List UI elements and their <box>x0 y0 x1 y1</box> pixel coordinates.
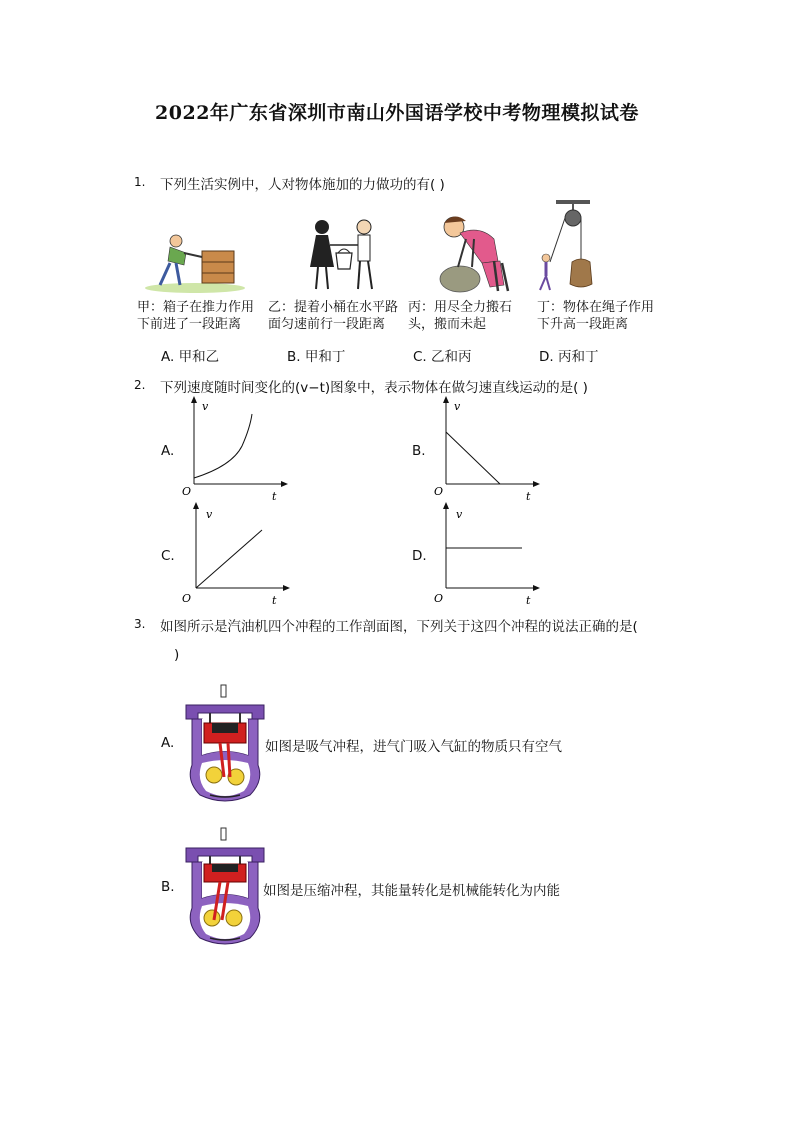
graph-c-x-label: t <box>272 594 277 607</box>
q3-option-b-text[interactable]: 如图是压缩冲程，其能量转化是机械能转化为内能 <box>263 883 560 899</box>
caption-ding-line1: 丁：物体在绳子作用 <box>537 300 655 315</box>
q1-number: 1. <box>134 175 146 189</box>
q1-option-a[interactable]: A. 甲和乙 <box>161 349 220 365</box>
illustration-push-box <box>140 215 260 295</box>
q3-option-a-label[interactable]: A. <box>161 735 175 751</box>
q2-option-d-label[interactable]: D. <box>412 548 427 564</box>
graph-c-line <box>196 530 262 588</box>
q3-option-a-text[interactable]: 如图是吸气冲程，进气门吸入气缸的物质只有空气 <box>265 739 562 755</box>
graph-b[interactable] <box>432 396 542 504</box>
illustration-carry-bucket <box>292 215 392 295</box>
q1-option-b[interactable]: B. 甲和丁 <box>287 349 346 365</box>
caption-jia-line1: 甲：箱子在推力作用 <box>137 300 255 315</box>
illustration-lift-stone <box>420 205 520 295</box>
graph-a-curve <box>194 414 252 478</box>
caption-bing-line1: 丙：用尽全力搬石 <box>408 300 513 315</box>
engine-diagram-b <box>180 826 270 948</box>
q1-text: 下列生活实例中，人对物体施加的力做功的有( ) <box>160 177 445 193</box>
caption-yi-line2: 面匀速前行一段距离 <box>268 317 386 332</box>
caption-yi <box>268 299 398 333</box>
q2-option-a-label[interactable]: A. <box>161 443 175 459</box>
caption-ding-line2: 下升高一段距离 <box>537 317 629 332</box>
graph-b-origin: O <box>434 485 444 498</box>
q3-text-cont: ) <box>174 647 180 663</box>
graph-a-x-label: t <box>272 490 277 503</box>
caption-jia-line2: 下前进了一段距离 <box>137 317 242 332</box>
q2-number: 2. <box>134 378 146 392</box>
q2-text: 下列速度随时间变化的(v−t)图象中，表示物体在做匀速直线运动的是( ) <box>160 380 588 396</box>
q1-option-c[interactable]: C. 乙和丙 <box>413 349 472 365</box>
caption-bing <box>408 299 512 333</box>
graph-b-y-label: v <box>454 400 461 413</box>
page-title: 2022年广东省深圳市南山外国语学校中考物理模拟试卷 <box>155 102 639 124</box>
graph-d-origin: O <box>434 592 444 605</box>
graph-c[interactable] <box>182 502 292 610</box>
graph-a-y-label: v <box>202 400 209 413</box>
graph-d-x-label: t <box>526 594 531 607</box>
graph-c-origin: O <box>182 592 192 605</box>
q2-option-c-label[interactable]: C. <box>161 548 175 564</box>
q2-option-b-label[interactable]: B. <box>412 443 426 459</box>
caption-bing-line2: 头，搬而未起 <box>408 317 487 332</box>
graph-d[interactable] <box>432 502 542 610</box>
caption-jia <box>137 299 254 333</box>
caption-yi-line1: 乙：提着小桶在水平路 <box>268 300 399 315</box>
graph-b-x-label: t <box>526 490 531 503</box>
graph-a-origin: O <box>182 485 192 498</box>
q1-option-d[interactable]: D. 丙和丁 <box>539 349 599 365</box>
graph-d-y-label: v <box>456 508 463 521</box>
graph-b-line <box>446 432 500 484</box>
graph-c-y-label: v <box>206 508 213 521</box>
engine-diagram-a <box>180 683 270 805</box>
q3-number: 3. <box>134 617 146 631</box>
q3-option-b-label[interactable]: B. <box>161 879 175 895</box>
illustration-pulley <box>530 200 610 295</box>
q3-text: 如图所示是汽油机四个冲程的工作剖面图，下列关于这四个冲程的说法正确的是( <box>160 619 638 635</box>
graph-a[interactable] <box>180 396 290 504</box>
caption-ding <box>537 299 654 333</box>
